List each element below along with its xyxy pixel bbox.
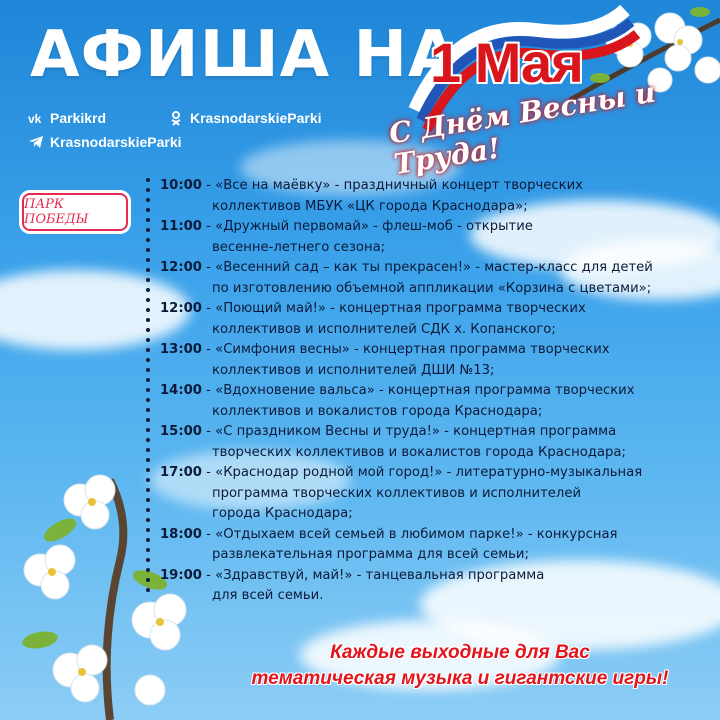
timeline-dot — [146, 378, 150, 382]
timeline-dot — [146, 578, 150, 582]
schedule-title: - «Весенний сад – как ты прекрасен!» - мастер-класс для детей — [201, 260, 653, 275]
timeline-dot — [146, 508, 150, 512]
timeline-dot — [146, 258, 150, 262]
timeline-dot — [146, 568, 150, 572]
schedule-description: коллективов и исполнителей СДК х. Копанского; — [212, 321, 556, 337]
schedule-item — [160, 422, 700, 463]
timeline-dot — [146, 438, 150, 442]
schedule-time: 18:00 — [160, 526, 202, 542]
footer-line: тематическая музыка и гигантские игры! — [251, 668, 669, 689]
timeline-dot — [146, 268, 150, 272]
timeline-dot — [146, 558, 150, 562]
schedule-item — [160, 340, 700, 381]
timeline-dot — [146, 448, 150, 452]
social-link-ok[interactable] — [168, 110, 322, 126]
schedule-item — [160, 258, 700, 299]
schedule-title: - «Вдохновение вальса» - концертная программа творческих — [201, 383, 635, 398]
schedule-description: творческих коллективов и вокалистов города Краснодара; — [212, 444, 626, 460]
timeline-dot — [146, 348, 150, 352]
timeline-dots — [145, 178, 151, 598]
timeline-dot — [146, 298, 150, 302]
schedule-time: 10:00 — [160, 178, 202, 193]
schedule-title: - «Краснодар родной мой город!» - литературно-музыкальная — [201, 465, 643, 480]
social-label: KrasnodarskieParki — [50, 134, 182, 150]
timeline-dot — [146, 188, 150, 192]
timeline-dot — [146, 208, 150, 212]
schedule-item — [160, 566, 700, 607]
timeline-dot — [146, 548, 150, 552]
schedule-time: 15:00 — [160, 424, 202, 439]
schedule-item — [160, 217, 700, 258]
timeline-dot — [146, 488, 150, 492]
social-label: KrasnodarskieParki — [190, 110, 322, 126]
schedule-item — [160, 463, 700, 525]
schedule-description: коллективов и исполнителей ДШИ №13; — [212, 362, 495, 378]
schedule-title: - «Дружный первомай» - флеш-моб - открытие — [201, 219, 533, 234]
holiday-header — [375, 0, 720, 180]
timeline-dot — [146, 408, 150, 412]
timeline-dot — [146, 238, 150, 242]
timeline-dot — [146, 288, 150, 292]
timeline-dot — [146, 498, 150, 502]
telegram-icon — [28, 134, 44, 150]
social-link-telegram[interactable] — [28, 134, 182, 150]
schedule-title: - «Поющий май!» - концертная программа творческих — [201, 301, 586, 316]
timeline-dot — [146, 478, 150, 482]
schedule-description: коллективов и вокалистов города Краснодара; — [212, 403, 543, 419]
holiday-subtitle: С Днём Весны и Труда! — [386, 75, 658, 181]
timeline-dot — [146, 368, 150, 372]
timeline-dot — [146, 308, 150, 312]
social-label: Parkikrd — [50, 110, 107, 126]
park-badge: ПАРК ПОБЕДЫ — [22, 193, 128, 231]
timeline-dot — [146, 538, 150, 542]
schedule-list — [160, 176, 700, 607]
schedule-item — [160, 381, 700, 422]
timeline-dot — [146, 518, 150, 522]
timeline-dot — [146, 198, 150, 202]
timeline-dot — [146, 528, 150, 532]
timeline-dot — [146, 248, 150, 252]
timeline-dot — [146, 418, 150, 422]
vk-icon — [28, 110, 44, 126]
timeline-dot — [146, 358, 150, 362]
schedule-description: для всей семьи. — [212, 588, 324, 603]
schedule-title: - «Здравствуй, май!» - танцевальная программа — [201, 567, 545, 583]
schedule-description: города Краснодара; — [212, 506, 353, 521]
schedule-title: - «Все на маёвку» - праздничный концерт творческих — [201, 178, 583, 193]
schedule-time: 11:00 — [160, 219, 202, 234]
schedule-description: весенне-летнего сезона; — [212, 239, 386, 255]
timeline-dot — [146, 178, 150, 182]
schedule-item — [160, 176, 700, 217]
timeline-dot — [146, 458, 150, 462]
schedule-description: по изготовлению объемной аппликации «Корзина с цветами»; — [212, 280, 652, 296]
schedule-description: коллективов МБУК «ЦК города Краснодара»; — [212, 198, 528, 214]
timeline-dot — [146, 468, 150, 472]
timeline-dot — [146, 588, 150, 592]
footer-line: Каждые выходные для Вас — [330, 642, 590, 663]
footer-banner — [200, 640, 720, 692]
schedule-time: 13:00 — [160, 342, 202, 357]
schedule-description: развлекательная программа для всей семьи; — [212, 547, 529, 562]
schedule-item — [160, 299, 700, 340]
schedule-time: 17:00 — [160, 465, 202, 480]
timeline-dot — [146, 318, 150, 322]
timeline-dot — [146, 388, 150, 392]
schedule-time: 12:00 — [160, 301, 202, 316]
schedule-title: - «Отдыхаем всей семьей в любимом парке!» - конкурсная — [201, 526, 618, 542]
timeline-dot — [146, 218, 150, 222]
ok-icon — [168, 110, 184, 126]
timeline-dot — [146, 398, 150, 402]
schedule-item — [160, 525, 700, 566]
schedule-title: - «С праздником Весны и труда!» - концертная программа — [201, 424, 617, 439]
schedule-title: - «Симфония весны» - концертная программа творческих — [201, 342, 610, 357]
schedule-time: 19:00 — [160, 567, 202, 583]
schedule-description: программа творческих коллективов и исполнителей — [212, 485, 582, 501]
page-title: АФИША НА — [30, 18, 459, 92]
schedule-time: 14:00 — [160, 383, 202, 398]
holiday-date: 1 Мая — [430, 31, 583, 94]
social-link-vk[interactable] — [28, 110, 106, 126]
timeline-dot — [146, 278, 150, 282]
timeline-dot — [146, 328, 150, 332]
schedule-time: 12:00 — [160, 260, 202, 275]
timeline-dot — [146, 338, 150, 342]
timeline-dot — [146, 428, 150, 432]
svg-text:vk: vk — [28, 112, 42, 126]
timeline-dot — [146, 228, 150, 232]
